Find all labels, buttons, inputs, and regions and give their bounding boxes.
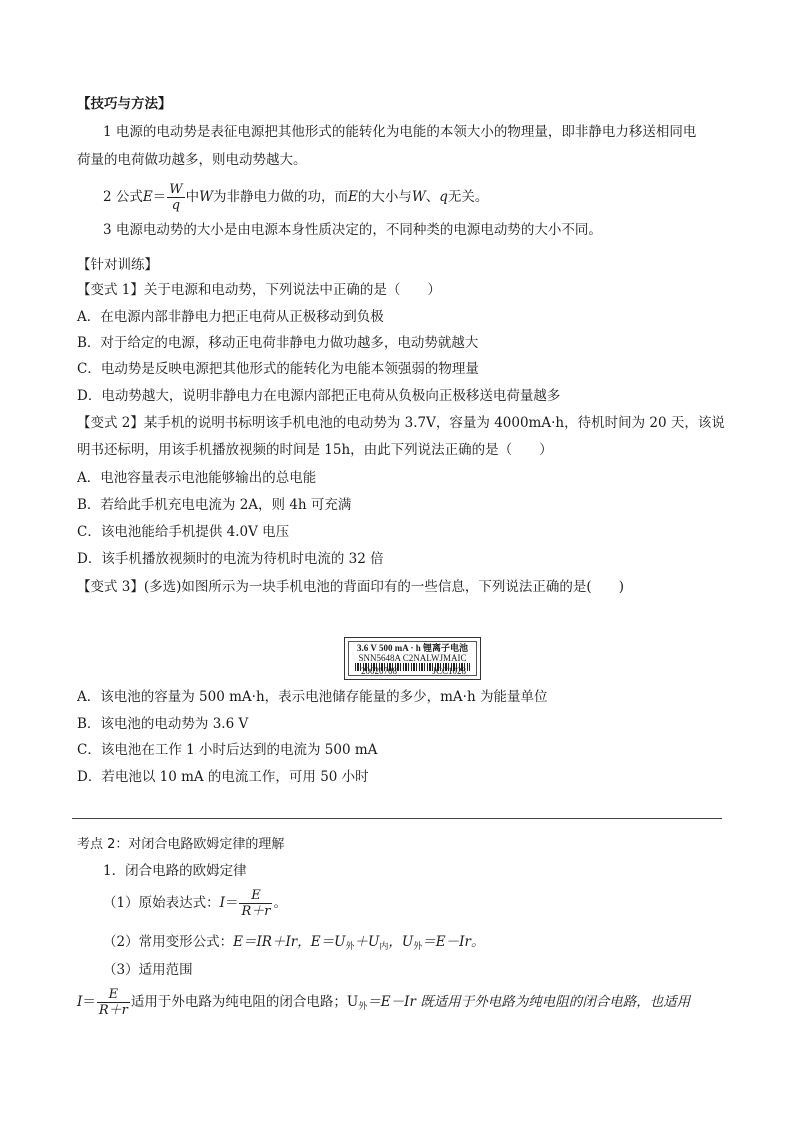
v2-option-b: B．若给此手机充电电流为 2A，则 4h 可充满 — [77, 497, 352, 513]
skills-p2 — [103, 180, 488, 214]
item2-sub-wai: 外 — [345, 942, 355, 952]
skills-p2-prefix: 2 公式 — [103, 189, 143, 205]
skills-p2-mid2: 为非静电力做的功，而 — [213, 189, 349, 205]
v1-option-a: A．在电源内部非静电力把正电荷从正极移动到负极 — [77, 309, 384, 325]
battery-batch-code: JCC1028 — [432, 666, 466, 676]
item2-plus: ＋U — [354, 934, 380, 950]
item1-eq: ＝ — [224, 895, 239, 911]
skills-p2-mid3: 的大小与 — [357, 189, 412, 205]
item1-i: I — [219, 895, 225, 911]
battery-spec-text: 3.6 V 500 mA · h 锂离子电池 — [357, 643, 468, 653]
item2-sub-wai2: 外 — [413, 942, 423, 952]
item1-fraction — [239, 888, 272, 919]
battery-label-inner — [348, 641, 477, 676]
v3-option-c: C．该电池在工作 1 小时后达到的电流为 500 mA — [77, 742, 378, 758]
skills-p2-sep: 、 — [425, 189, 440, 205]
skills-p2-mid1: 中 — [185, 189, 200, 205]
v3-question-line — [77, 578, 624, 596]
v1-label: 【变式 1】 — [77, 282, 144, 298]
v2-question-1: 某手机的说明书标明该手机电池的电动势为 3.7V，容量为 4000mA·h，待机时间为 20 天，该说 — [143, 415, 725, 431]
item2-sub-nei: 内 — [379, 942, 389, 952]
point2-last-line — [77, 985, 690, 1024]
v2-option-d: D．该手机播放视频时的电流为待机时电流的 32 倍 — [77, 551, 384, 567]
item2-formula2: ＝E－Ir。 — [422, 934, 485, 950]
formula-q: q — [439, 189, 448, 205]
formula-w: W — [199, 189, 214, 205]
skills-p1-line2: 荷量的电荷做功越多，则电动势越大。 — [77, 152, 307, 168]
last-i: I — [77, 994, 83, 1010]
last-numerator: E — [97, 987, 130, 1003]
item2-formula1: E＝IR＋Ir，E＝U — [233, 934, 346, 950]
v3-option-b: B．该电池的电动势为 3.6 V — [77, 716, 249, 732]
section-divider — [72, 818, 722, 819]
battery-date-code: 20020708 — [361, 666, 397, 676]
training-heading: 【针对训练】 — [77, 257, 158, 273]
formula-eq: ＝ — [152, 189, 167, 205]
last-denominator: R＋r — [98, 1003, 128, 1018]
v1-option-d: D．电动势越大，说明非静电力在电源内部把正电荷从负极向正极移送电荷量越多 — [77, 388, 561, 404]
last-text2: ＝E－Ir 既适用于外电路为纯电阻的闭合电路，也适用 — [367, 994, 691, 1010]
v3-label: 【变式 3】 — [77, 579, 144, 595]
skills-heading: 【技巧与方法】 — [77, 96, 172, 112]
point2-item3: （3）适用范围 — [103, 962, 193, 978]
skills-p2-end: 无关。 — [447, 189, 489, 205]
point2-heading: 考点 2：对闭合电路欧姆定律的理解 — [77, 837, 285, 852]
formula-e2: E — [348, 189, 358, 205]
v3-option-d: D．若电池以 10 mA 的电流工作，可用 50 小时 — [77, 769, 369, 785]
v2-label: 【变式 2】 — [77, 415, 144, 431]
formula-e: E — [142, 189, 153, 205]
formula-fraction — [167, 182, 184, 213]
fraction-numerator: W — [169, 182, 183, 197]
point2-item2 — [103, 933, 484, 956]
battery-label-figure — [344, 637, 481, 680]
v1-option-b: B．对于给定的电源，移动正电荷非静电力做功越多，电动势就越大 — [77, 335, 479, 351]
skills-p1-line1: 1 电源的电动势是表征电源把其他形式的能转化为电能的本领大小的物理量，即非静电力移送相同电 — [103, 124, 697, 140]
item2-comma: ，U — [388, 934, 414, 950]
last-fraction — [97, 987, 130, 1018]
item1-numerator: E — [239, 888, 272, 904]
item2-prefix: （2）常用变形公式： — [103, 934, 234, 950]
point2-sub1: 1．闭合电路的欧姆定律 — [103, 863, 247, 879]
v1-question-line — [77, 281, 441, 299]
v2-question-line2: 明书还标明，用该手机播放视频的时间是 15h，由此下列说法正确的是（ ） — [77, 442, 553, 458]
point2-item1 — [103, 886, 287, 920]
skills-p3: 3 电源电动势的大小是由电源本身性质决定的，不同种类的电源电动势的大小不同。 — [103, 222, 602, 238]
last-text1: 适用于外电路为纯电阻的闭合电路；U — [130, 994, 359, 1010]
v1-option-c: C．电动势是反映电源把其他形式的能转化为电能本领强弱的物理量 — [77, 361, 479, 377]
v3-option-a: A．该电池的容量为 500 mA·h，表示电池储存能量的多少，mA·h 为能量单位 — [77, 689, 548, 705]
battery-serial-text: SNN5648A C2NALWJMAIC — [358, 653, 467, 663]
fraction-denominator: q — [171, 198, 181, 213]
v2-option-c: C．该电池能给手机提供 4.0V 电压 — [77, 524, 290, 540]
v2-option-a: A．电池容量表示电池能够输出的总电能 — [77, 470, 317, 486]
last-sub-wai: 外 — [358, 1002, 368, 1012]
v2-question-line1 — [77, 414, 725, 432]
v3-question: (多选)如图所示为一块手机电池的背面印有的一些信息，下列说法正确的是( ) — [143, 579, 624, 595]
item1-prefix: （1）原始表达式： — [103, 895, 220, 911]
v1-question: 关于电源和电动势，下列说法中正确的是（ ） — [143, 282, 441, 298]
formula-w2: W — [411, 189, 426, 205]
item1-denominator: R＋r — [241, 904, 271, 919]
last-eq: ＝ — [82, 994, 96, 1010]
item1-end: 。 — [273, 895, 287, 911]
